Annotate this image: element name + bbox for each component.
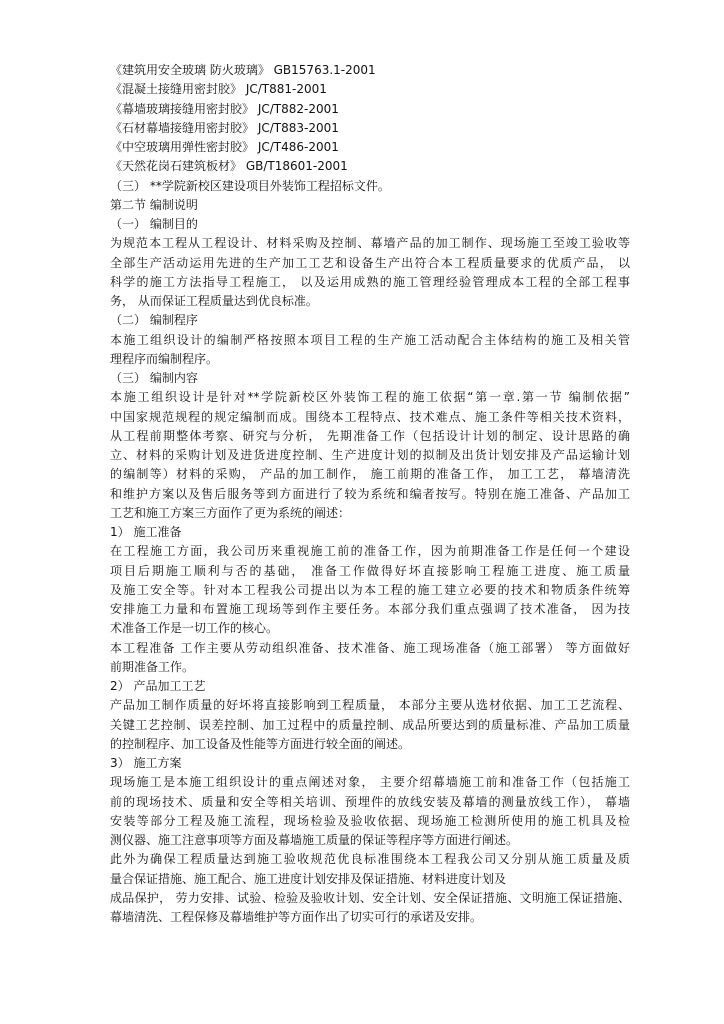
text-line: 安排施工力量和布置施工现场等到作主要任务。本部分我们重点强调了技术准备， 因为技 <box>110 602 630 616</box>
text-line: 现场施工是本施工组织设计的重点阐述对象， 主要介绍幕墙施工前和准备工作（包括施工 <box>110 775 630 790</box>
text-line: 中国家规范规程的规定编制而成。围绕本工程特点、技术难点、施工条件等相关技术资料， <box>110 409 630 424</box>
text-line: 第二节 编制说明 <box>110 197 198 212</box>
text-line: 的编制等）材料的采购， 产品的加工制作， 施工前期的准备工作， 加工工艺， 幕墙清洗 <box>110 467 630 482</box>
text-line: 《天然花岗石建筑板材》 GB/T18601-2001 <box>110 159 348 174</box>
text-line: 全部生产活动运用先进的生产加工工艺和设备生产出符合本工程质量要求的优质产品， 以 <box>110 255 630 270</box>
text-line: 从工程前期整体考察、研究与分析， 先期准备工作（包括设计计划的制定、设计思路的确 <box>110 428 630 443</box>
document-page <box>110 61 630 927</box>
text-line: 为规范本工程从工程设计、材料采购及控制、幕墙产品的加工制作、现场施工至竣工验收等 <box>110 236 630 251</box>
text-line: 务， 从而保证工程质量达到优良标准。 <box>110 294 318 308</box>
text-line: 《混凝土接缝用密封胶》 JC/T881-2001 <box>110 82 327 97</box>
text-line: 此外为确保工程质量达到施工验收规范优良标准围绕本工程我公司又分别从施工质量及质 <box>110 852 630 867</box>
text-line: 理程序而编制程序。 <box>110 351 219 366</box>
text-line: 测仪器、施工注意事项等方面及幕墙施工质量的保证等程序等方面进行阐述。 <box>110 833 519 847</box>
text-line: 《幕墙玻璃接缝用密封胶》 JC/T882-2001 <box>110 101 339 116</box>
text-line: 3） 施工方案 <box>110 756 182 770</box>
text-line: 本施工组织设计是针对**学院新校区外装饰工程的施工依据“第一章.第一节 编制依据” <box>110 390 630 405</box>
text-line: 2） 产品加工工艺 <box>110 679 206 693</box>
text-line: 前的现场技术、质量和安全等相关培训、预埋件的放线安装及幕墙的测量放线工作）， 幕墙 <box>110 794 630 809</box>
text-line: 产品加工制作质量的好坏将直接影响到工程质量， 本部分主要从选材依据、加工工艺流程、 <box>110 698 630 713</box>
text-line: 本施工组织设计的编制严格按照本项目工程的生产施工活动配合主体结构的施工及相关管 <box>110 332 630 347</box>
text-line: 的控制程序、加工设备及性能等方面进行较全面的阐述。 <box>110 736 411 751</box>
text-line: 《石材幕墙接缝用密封胶》 JC/T883-2001 <box>110 120 339 135</box>
text-line: 科学的施工方法指导工程施工， 以及运用成熟的施工管理经验管理成本工程的全部工程事 <box>110 274 630 289</box>
text-line: （三） **学院新校区建设项目外装饰工程招标文件。 <box>110 178 390 193</box>
text-line: 术准备工作是一切工作的核心。 <box>110 621 279 636</box>
text-line: 前期准备工作。 <box>110 659 195 674</box>
text-line: 本工程准备 工作主要从劳动组织准备、技术准备、施工现场准备（施工部署） 等方面做好 <box>110 640 630 655</box>
text-line: 关键工艺控制、误差控制、加工过程中的质量控制、成品所要达到的质量标准、产品加工质量 <box>110 717 630 732</box>
text-line: 及施工安全等。针对本工程我公司提出以为本工程的施工建立必要的技术和物质条件统筹 <box>110 582 630 597</box>
text-line: 幕墙清洗、工程保修及幕墙维护等方面作出了切实可行的承诺及安排。 <box>110 910 483 924</box>
text-line: 立、材料的采购计划及进货进度控制、生产进度计划的拟制及出货计划安排及产品运输计划 <box>110 448 630 462</box>
text-line: 项目后期施工顺利与否的基础， 准备工作做得好坏直接影响工程施工进度、施工质量 <box>110 563 630 578</box>
text-line: （三） 编制内容 <box>110 371 198 385</box>
text-line: 《中空玻璃用弹性密封胶》 JC/T486-2001 <box>110 140 339 154</box>
text-line: 安装等部分工程及施工流程，现场检验及验收依据、现场施工检测所使用的施工机具及检 <box>110 813 630 828</box>
text-line: 成品保护， 劳力安排、试验、检验及验收计划、安全计划、安全保证措施、文明施工保证措施、 <box>110 890 630 905</box>
text-line: 《建筑用安全玻璃 防火玻璃》 GB15763.1-2001 <box>110 63 376 77</box>
text-line: 工艺和施工方案三方面作了更为系统的阐述： <box>110 505 351 520</box>
text-line: 在工程施工方面，我公司历来重视施工前的准备工作，因为前期准备工作是任何一个建设 <box>110 544 630 559</box>
text-line: 量合保证措施、施工配合、施工进度计划安排及保证措施、材料进度计划及 <box>110 871 507 886</box>
text-line: 和维护方案以及售后服务等到方面进行了较为系统和编者按写。特别在施工准备、产品加工 <box>110 486 630 501</box>
text-line: 1） 施工准备 <box>110 525 182 539</box>
text-line: （二） 编制程序 <box>110 313 198 328</box>
text-line: （一） 编制目的 <box>110 217 198 231</box>
